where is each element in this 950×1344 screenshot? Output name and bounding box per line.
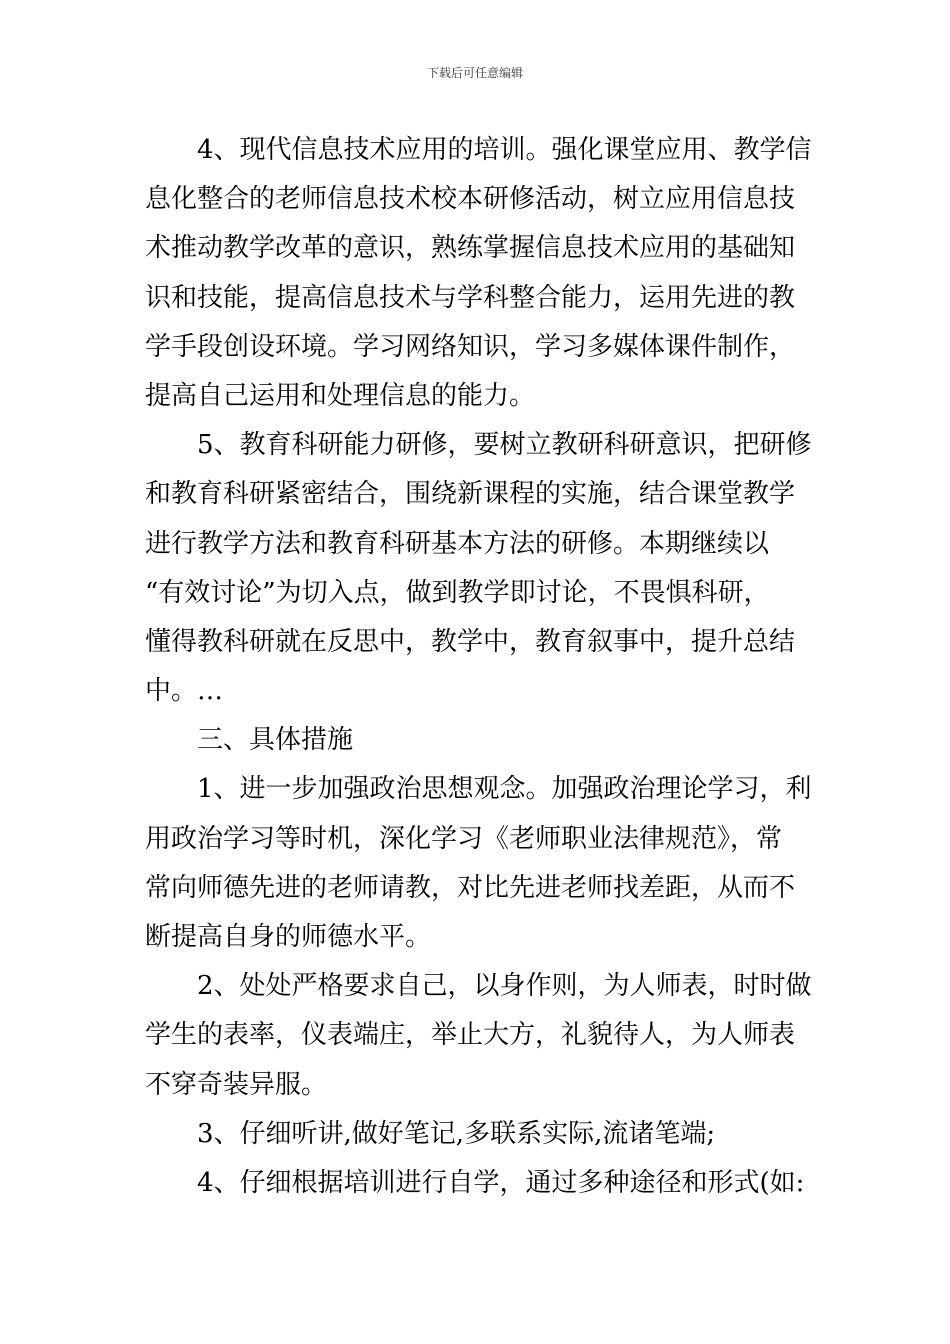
text-line: 提高自己运用和处理信息的能力。 <box>145 380 536 411</box>
text-line: 息化整合的老师信息技术校本研修活动，树立应用信息技 <box>145 184 796 215</box>
text-line: 懂得教科研就在反思中，教学中，教育叙事中，提升总结 <box>145 626 796 657</box>
text-line: 断提高自身的师德水平。 <box>145 922 432 952</box>
text-line: 学生的表率，仪表端庄，举止大方，礼貌待人，为人师表 <box>145 1020 796 1051</box>
text-line: 2、处处严格要求自己，以身作则，为人师表，时时做 <box>145 971 812 1002</box>
text-line: 用政治学习等时机，深化学习《老师职业法律规范》，常 <box>145 823 783 854</box>
text-line: 识和技能，提高信息技术与学科整合能力，运用先进的教 <box>145 282 796 313</box>
text-line: 5、教育科研能力研修，要树立教研科研意识，把研修 <box>145 430 812 461</box>
text-line: 3、仔细听讲,做好笔记,多联系实际,流诸笔端; <box>145 1118 716 1149</box>
section-heading: 三、具体措施 <box>145 725 354 756</box>
text-line: 常向师德先进的老师请教，对比先进老师找差距，从而不 <box>145 872 796 903</box>
text-line: 学手段创设环境。学习网络知识，学习多媒体课件制作， <box>145 331 796 362</box>
text-line: 4、仔细根据培训进行自学，通过多种途径和形式(如: <box>145 1167 805 1198</box>
document-body <box>145 126 825 1208</box>
text-line: 1、进一步加强政治思想观念。加强政治理论学习，利 <box>145 774 812 805</box>
text-line: “有效讨论”为切入点，做到教学即讨论，不畏惧科研， <box>145 577 770 608</box>
text-line: 术推动教学改革的意识，熟练掌握信息技术应用的基础知 <box>145 233 796 264</box>
text-line: 不穿奇装异服。 <box>145 1069 328 1100</box>
text-line: 和教育科研紧密结合，围绕新课程的实施，结合课堂教学 <box>145 479 796 510</box>
text-line: 中。… <box>145 676 224 707</box>
text-line: 4、现代信息技术应用的培训。强化课堂应用、教学信 <box>145 135 812 165</box>
page-header-note: 下载后可任意编辑 <box>426 66 523 80</box>
text-line: 进行教学方法和教育科研基本方法的研修。本期继续以 <box>145 528 770 559</box>
